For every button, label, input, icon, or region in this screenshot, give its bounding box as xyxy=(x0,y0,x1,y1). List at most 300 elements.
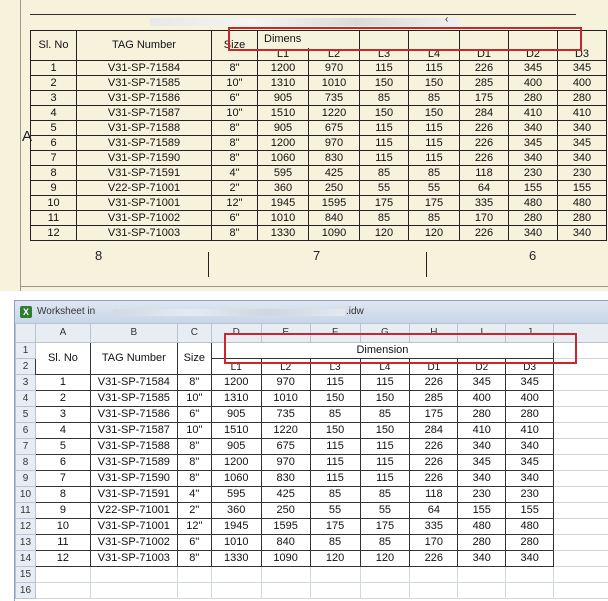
cell-d1[interactable]: 170 xyxy=(410,535,458,551)
cell-l2: 675 xyxy=(309,121,360,136)
cell-d1[interactable]: 226 xyxy=(410,439,458,455)
cell-d2[interactable]: 400 xyxy=(458,391,506,407)
subheader-d2[interactable]: D2 xyxy=(458,359,506,375)
cell-l1[interactable]: 1060 xyxy=(211,471,261,487)
cell[interactable] xyxy=(554,455,608,471)
cell-l3[interactable]: 115 xyxy=(310,455,360,471)
cell-d1: 226 xyxy=(460,136,509,151)
cell-size: 4" xyxy=(212,166,258,181)
cell-size[interactable]: 6" xyxy=(177,535,211,551)
cell-tag[interactable]: V31-SP-71591 xyxy=(90,487,177,503)
cell-l4[interactable]: 85 xyxy=(360,487,410,503)
cell-sl: 8 xyxy=(31,166,77,181)
cell-d2[interactable]: 280 xyxy=(458,535,506,551)
cell-size[interactable]: 8" xyxy=(177,471,211,487)
cell-l3: 85 xyxy=(360,211,409,226)
cell-l3[interactable]: 85 xyxy=(310,407,360,423)
cell-size[interactable]: 10" xyxy=(177,391,211,407)
cell-l1[interactable]: 1010 xyxy=(211,535,261,551)
zone-number: 7 xyxy=(313,248,320,263)
cell-tag[interactable]: V31-SP-71001 xyxy=(90,519,177,535)
row-header[interactable]: 1 xyxy=(16,343,36,359)
cell-l1[interactable]: 595 xyxy=(211,487,261,503)
cell-d3[interactable]: 155 xyxy=(506,503,554,519)
cell-size: 10" xyxy=(212,106,258,121)
header-size[interactable]: Size xyxy=(177,343,211,375)
column-header-e[interactable]: E xyxy=(261,324,310,343)
row-header[interactable]: 15 xyxy=(16,567,36,583)
cell-l2[interactable]: 1595 xyxy=(261,519,310,535)
cell-l4[interactable]: 120 xyxy=(360,551,410,567)
row-header[interactable]: 6 xyxy=(16,423,36,439)
cell[interactable] xyxy=(458,567,506,583)
cell-l4[interactable]: 55 xyxy=(360,503,410,519)
cell-d1[interactable]: 285 xyxy=(410,391,458,407)
subheader-l4[interactable]: L4 xyxy=(360,359,410,375)
row-header[interactable]: 4 xyxy=(16,391,36,407)
window-title-bar[interactable] xyxy=(15,301,608,323)
cell-l3[interactable]: 115 xyxy=(310,375,360,391)
column-header-i[interactable]: I xyxy=(458,324,506,343)
cell-size: 8" xyxy=(212,121,258,136)
column-header-c[interactable]: C xyxy=(177,324,211,343)
cell-l4: 150 xyxy=(409,106,460,121)
cell-sl[interactable]: 10 xyxy=(35,519,90,535)
cell-l1: 1945 xyxy=(258,196,309,211)
cell-tag[interactable]: V31-SP-71584 xyxy=(90,375,177,391)
subheader-l3[interactable]: L3 xyxy=(310,359,360,375)
column-header-d[interactable]: D xyxy=(211,324,261,343)
cell-tag: V31-SP-71588 xyxy=(77,121,212,136)
cell-l3: 175 xyxy=(360,196,409,211)
cell-l4[interactable]: 150 xyxy=(360,391,410,407)
cell-d2[interactable]: 340 xyxy=(458,551,506,567)
dimension-highlight-box xyxy=(224,333,577,364)
zone-divider xyxy=(426,252,427,277)
table-row xyxy=(31,211,607,226)
cell-d1[interactable]: 284 xyxy=(410,423,458,439)
cell-l4[interactable]: 175 xyxy=(360,519,410,535)
cell-size[interactable]: 8" xyxy=(177,439,211,455)
cell-l2[interactable]: 1010 xyxy=(261,391,310,407)
cell[interactable] xyxy=(554,503,608,519)
cell[interactable] xyxy=(554,423,608,439)
cell-l3: 85 xyxy=(360,91,409,106)
cell-sl: 2 xyxy=(31,76,77,91)
cell[interactable] xyxy=(410,583,458,599)
cell-d2: 340 xyxy=(509,151,558,166)
cell-d3[interactable]: 340 xyxy=(506,551,554,567)
subheader-l2: L2 xyxy=(309,48,360,61)
cell-sl: 1 xyxy=(31,61,77,76)
cell-sl[interactable]: 12 xyxy=(35,551,90,567)
header-sl-no[interactable]: Sl. No xyxy=(35,343,90,375)
cell-l3[interactable]: 115 xyxy=(310,439,360,455)
cell-d3[interactable]: 230 xyxy=(506,487,554,503)
cell-d3: 280 xyxy=(558,91,607,106)
column-header-b[interactable]: B xyxy=(90,324,177,343)
drawing-table xyxy=(30,30,607,241)
cell-d3: 340 xyxy=(558,121,607,136)
subheader-l1[interactable]: L1 xyxy=(211,359,261,375)
cell-d3[interactable]: 340 xyxy=(506,439,554,455)
cell-l4: 175 xyxy=(409,196,460,211)
cell-tag[interactable]: V31-SP-71589 xyxy=(90,455,177,471)
cell-tag[interactable]: V31-SP-71587 xyxy=(90,423,177,439)
cell-l1[interactable]: 1945 xyxy=(211,519,261,535)
cell[interactable] xyxy=(211,583,261,599)
cell[interactable] xyxy=(554,439,608,455)
cell-l3: 115 xyxy=(360,136,409,151)
table-row xyxy=(31,226,607,241)
cell-sl[interactable]: 3 xyxy=(35,407,90,423)
cell-l2: 970 xyxy=(309,136,360,151)
cell-d2: 340 xyxy=(509,121,558,136)
cell-l1: 1010 xyxy=(258,211,309,226)
select-all-corner[interactable] xyxy=(16,324,36,343)
cell-d1: 64 xyxy=(460,181,509,196)
cell-tag[interactable]: V31-SP-71586 xyxy=(90,407,177,423)
cell-l1[interactable]: 905 xyxy=(211,439,261,455)
cell-d2[interactable]: 340 xyxy=(458,471,506,487)
cell-d2[interactable]: 410 xyxy=(458,423,506,439)
cell[interactable] xyxy=(554,471,608,487)
column-header-a[interactable]: A xyxy=(35,324,90,343)
cell[interactable] xyxy=(177,583,211,599)
cell[interactable] xyxy=(554,551,608,567)
cell-l2: 1220 xyxy=(309,106,360,121)
cell-l1[interactable]: 1330 xyxy=(211,551,261,567)
cell-l3[interactable]: 175 xyxy=(310,519,360,535)
cell[interactable] xyxy=(554,391,608,407)
cell-tag[interactable]: V31-SP-71590 xyxy=(90,471,177,487)
cell[interactable] xyxy=(360,583,410,599)
cell-d1[interactable]: 226 xyxy=(410,375,458,391)
cell-size: 10" xyxy=(212,76,258,91)
zone-number: 6 xyxy=(529,248,536,263)
cell-l1: 595 xyxy=(258,166,309,181)
cell-l2: 1595 xyxy=(309,196,360,211)
row-header[interactable]: 2 xyxy=(16,359,36,375)
subheader-d3[interactable]: D3 xyxy=(506,359,554,375)
subheader-l1: L1 xyxy=(258,48,309,61)
cell-l3: 115 xyxy=(360,151,409,166)
row-header[interactable]: 16 xyxy=(16,583,36,599)
cell-l3: 150 xyxy=(360,76,409,91)
cell-d3[interactable]: 400 xyxy=(506,391,554,407)
cell[interactable] xyxy=(506,567,554,583)
cell[interactable] xyxy=(506,583,554,599)
cell-size[interactable]: 12" xyxy=(177,519,211,535)
cell[interactable] xyxy=(310,583,360,599)
window-title: Worksheet in xyxy=(37,306,95,317)
cell-d3[interactable]: 480 xyxy=(506,519,554,535)
table-row xyxy=(31,136,607,151)
cell[interactable] xyxy=(360,567,410,583)
cell-size[interactable]: 2" xyxy=(177,503,211,519)
cell-l2[interactable]: 735 xyxy=(261,407,310,423)
subheader-l3: L3 xyxy=(360,48,409,61)
cell-l1: 1510 xyxy=(258,106,309,121)
cell-l2[interactable]: 250 xyxy=(261,503,310,519)
cell-size[interactable]: 8" xyxy=(177,551,211,567)
table-row xyxy=(31,196,607,211)
cell-tag[interactable]: V31-SP-71585 xyxy=(90,391,177,407)
cell-l1[interactable]: 360 xyxy=(211,503,261,519)
cell-d2[interactable]: 345 xyxy=(458,375,506,391)
row-header[interactable]: 8 xyxy=(16,455,36,471)
cell-size[interactable]: 4" xyxy=(177,487,211,503)
cell-d2[interactable]: 280 xyxy=(458,407,506,423)
sheet-row xyxy=(16,567,608,583)
subheader-d3: D3 xyxy=(558,48,607,61)
column-header-f[interactable]: F xyxy=(310,324,360,343)
cell-l3[interactable]: 55 xyxy=(310,503,360,519)
cell-d1: 285 xyxy=(460,76,509,91)
cell[interactable] xyxy=(554,487,608,503)
cell[interactable] xyxy=(35,583,90,599)
cell-l2[interactable]: 970 xyxy=(261,375,310,391)
cell-tag[interactable]: V31-SP-71003 xyxy=(90,551,177,567)
subheader-l2[interactable]: L2 xyxy=(261,359,310,375)
cell[interactable] xyxy=(554,583,608,599)
cell-size: 2" xyxy=(212,181,258,196)
cell-d1: 226 xyxy=(460,61,509,76)
sheet-row xyxy=(16,487,608,503)
cell-d1[interactable]: 226 xyxy=(410,551,458,567)
cell-size[interactable]: 6" xyxy=(177,407,211,423)
cell-d1[interactable]: 175 xyxy=(410,407,458,423)
cell-l1[interactable]: 1510 xyxy=(211,423,261,439)
row-header[interactable]: 5 xyxy=(16,407,36,423)
cell-l4: 150 xyxy=(409,76,460,91)
cell-d2[interactable]: 345 xyxy=(458,455,506,471)
cell-l2[interactable]: 830 xyxy=(261,471,310,487)
row-header[interactable]: 9 xyxy=(16,471,36,487)
cell-d3[interactable]: 280 xyxy=(506,535,554,551)
cell-d3[interactable]: 410 xyxy=(506,423,554,439)
row-header[interactable]: 10 xyxy=(16,487,36,503)
cell[interactable] xyxy=(90,583,177,599)
cell[interactable] xyxy=(261,583,310,599)
cell-l4[interactable]: 115 xyxy=(360,471,410,487)
sheet-row xyxy=(16,503,608,519)
cell[interactable] xyxy=(554,407,608,423)
cell-d3: 410 xyxy=(558,106,607,121)
cell-sl: 11 xyxy=(31,211,77,226)
cell-sl[interactable]: 5 xyxy=(35,439,90,455)
cell-tag: V31-SP-71591 xyxy=(77,166,212,181)
cell-d1: 175 xyxy=(460,91,509,106)
cell-d3: 400 xyxy=(558,76,607,91)
cell-d3[interactable]: 280 xyxy=(506,407,554,423)
cell[interactable] xyxy=(310,567,360,583)
cell-d1[interactable]: 226 xyxy=(410,455,458,471)
cell-d1[interactable]: 335 xyxy=(410,519,458,535)
cell-l4[interactable]: 85 xyxy=(360,407,410,423)
cell[interactable] xyxy=(35,567,90,583)
cell-l4[interactable]: 115 xyxy=(360,375,410,391)
cell-l2[interactable]: 1090 xyxy=(261,551,310,567)
sheet-row xyxy=(16,439,608,455)
subheader-d1[interactable]: D1 xyxy=(410,359,458,375)
cell-sl: 10 xyxy=(31,196,77,211)
cell-d3[interactable]: 345 xyxy=(506,375,554,391)
cell[interactable] xyxy=(554,375,608,391)
cell-tag: V31-SP-71001 xyxy=(77,196,212,211)
sheet-row xyxy=(16,423,608,439)
cell-l2[interactable]: 970 xyxy=(261,455,310,471)
cell-size: 6" xyxy=(212,211,258,226)
cell-l3[interactable]: 115 xyxy=(310,471,360,487)
cell[interactable] xyxy=(410,567,458,583)
cell-l3[interactable]: 150 xyxy=(310,423,360,439)
cell-d3[interactable]: 340 xyxy=(506,471,554,487)
cell-d2: 345 xyxy=(509,136,558,151)
column-header-j[interactable]: J xyxy=(506,324,554,343)
cell-d2: 280 xyxy=(509,91,558,106)
cell-l1[interactable]: 1200 xyxy=(211,375,261,391)
dimens-highlight-box xyxy=(228,27,582,51)
cell-l1: 1200 xyxy=(258,61,309,76)
cell-l1[interactable]: 1310 xyxy=(211,391,261,407)
cell[interactable] xyxy=(554,535,608,551)
cell-l1: 1060 xyxy=(258,151,309,166)
cell[interactable] xyxy=(177,567,211,583)
cell-l4[interactable]: 85 xyxy=(360,535,410,551)
cell-d2[interactable]: 230 xyxy=(458,487,506,503)
cell[interactable] xyxy=(261,567,310,583)
cell[interactable] xyxy=(554,519,608,535)
cell-l3[interactable]: 150 xyxy=(310,391,360,407)
cell-sl[interactable]: 11 xyxy=(35,535,90,551)
row-header[interactable]: 14 xyxy=(16,551,36,567)
cell-tag[interactable]: V22-SP-71001 xyxy=(90,503,177,519)
cell-l3[interactable]: 85 xyxy=(310,535,360,551)
cell-l2[interactable]: 425 xyxy=(261,487,310,503)
cell-sl[interactable]: 8 xyxy=(35,487,90,503)
cell-l4: 120 xyxy=(409,226,460,241)
row-header[interactable]: 12 xyxy=(16,519,36,535)
cell-d3: 480 xyxy=(558,196,607,211)
cell-size: 6" xyxy=(212,91,258,106)
cell-l1[interactable]: 1200 xyxy=(211,455,261,471)
cell-l4[interactable]: 150 xyxy=(360,423,410,439)
header-dimens: Dimens xyxy=(258,31,360,49)
cell-l4[interactable]: 115 xyxy=(360,455,410,471)
column-header-h[interactable]: H xyxy=(410,324,458,343)
cell-sl[interactable]: 7 xyxy=(35,471,90,487)
cell-sl[interactable]: 4 xyxy=(35,423,90,439)
cell-l2: 830 xyxy=(309,151,360,166)
cell-d1[interactable]: 64 xyxy=(410,503,458,519)
cell-l3: 120 xyxy=(360,226,409,241)
zone-letter: A xyxy=(22,128,32,145)
cell-l3[interactable]: 85 xyxy=(310,487,360,503)
cell-d2: 480 xyxy=(509,196,558,211)
cell-sl: 5 xyxy=(31,121,77,136)
cell-d2[interactable]: 155 xyxy=(458,503,506,519)
title-mark: ‹ xyxy=(445,14,448,25)
cell-tag[interactable]: V31-SP-71002 xyxy=(90,535,177,551)
row-header[interactable]: 13 xyxy=(16,535,36,551)
cell-l4[interactable]: 115 xyxy=(360,439,410,455)
cell-l2: 970 xyxy=(309,61,360,76)
cell-l2: 1090 xyxy=(309,226,360,241)
cell-sl[interactable]: 9 xyxy=(35,503,90,519)
header-tag-number[interactable]: TAG Number xyxy=(90,343,177,375)
table-row xyxy=(31,181,607,196)
header-size: Size xyxy=(212,31,258,61)
sheet-row xyxy=(16,535,608,551)
cell-l4: 115 xyxy=(409,121,460,136)
cell-d1: 335 xyxy=(460,196,509,211)
cell-tag[interactable]: V31-SP-71588 xyxy=(90,439,177,455)
cell-size[interactable]: 10" xyxy=(177,423,211,439)
cell-size[interactable]: 8" xyxy=(177,375,211,391)
cell-d2: 345 xyxy=(509,61,558,76)
cell-d1[interactable]: 118 xyxy=(410,487,458,503)
cell-l4: 115 xyxy=(409,136,460,151)
cell-l4: 115 xyxy=(409,151,460,166)
drawing-panel xyxy=(0,0,608,291)
cell-d2[interactable]: 480 xyxy=(458,519,506,535)
cell-d2: 340 xyxy=(509,226,558,241)
cell-l1[interactable]: 905 xyxy=(211,407,261,423)
cell-l3: 85 xyxy=(360,166,409,181)
table-row xyxy=(31,91,607,106)
cell-l4: 85 xyxy=(409,211,460,226)
cell-d3[interactable]: 345 xyxy=(506,455,554,471)
cell-d1: 226 xyxy=(460,151,509,166)
cell-d2[interactable]: 340 xyxy=(458,439,506,455)
cell-sl[interactable]: 1 xyxy=(35,375,90,391)
row-header[interactable]: 7 xyxy=(16,439,36,455)
cell-d1[interactable]: 226 xyxy=(410,471,458,487)
cell-tag: V31-SP-71002 xyxy=(77,211,212,226)
cell-l2[interactable]: 840 xyxy=(261,535,310,551)
sheet-row xyxy=(16,471,608,487)
row-header[interactable]: 3 xyxy=(16,375,36,391)
cell-tag: V31-SP-71586 xyxy=(77,91,212,106)
cell-size: 8" xyxy=(212,226,258,241)
worksheet-grid[interactable] xyxy=(15,323,608,599)
column-header-g[interactable]: G xyxy=(360,324,410,343)
cell-tag: V31-SP-71584 xyxy=(77,61,212,76)
subheader-l4: L4 xyxy=(409,48,460,61)
table-row xyxy=(31,106,607,121)
cell[interactable] xyxy=(90,567,177,583)
cell-sl[interactable]: 2 xyxy=(35,391,90,407)
cell-sl[interactable]: 6 xyxy=(35,455,90,471)
cell-l2[interactable]: 1220 xyxy=(261,423,310,439)
cell[interactable] xyxy=(458,583,506,599)
cell-l2[interactable]: 675 xyxy=(261,439,310,455)
cell[interactable] xyxy=(211,567,261,583)
cell-l4: 85 xyxy=(409,166,460,181)
subheader-d2: D2 xyxy=(509,48,558,61)
header-dimension[interactable]: Dimension xyxy=(211,343,553,359)
cell-tag: V22-SP-71001 xyxy=(77,181,212,196)
cell[interactable] xyxy=(554,567,608,583)
row-header[interactable]: 11 xyxy=(16,503,36,519)
table-row xyxy=(31,121,607,136)
cell-size[interactable]: 8" xyxy=(177,455,211,471)
cell-l3[interactable]: 120 xyxy=(310,551,360,567)
sheet-row xyxy=(16,455,608,471)
cell-l1: 360 xyxy=(258,181,309,196)
header-sl-no: Sl. No xyxy=(31,31,77,61)
